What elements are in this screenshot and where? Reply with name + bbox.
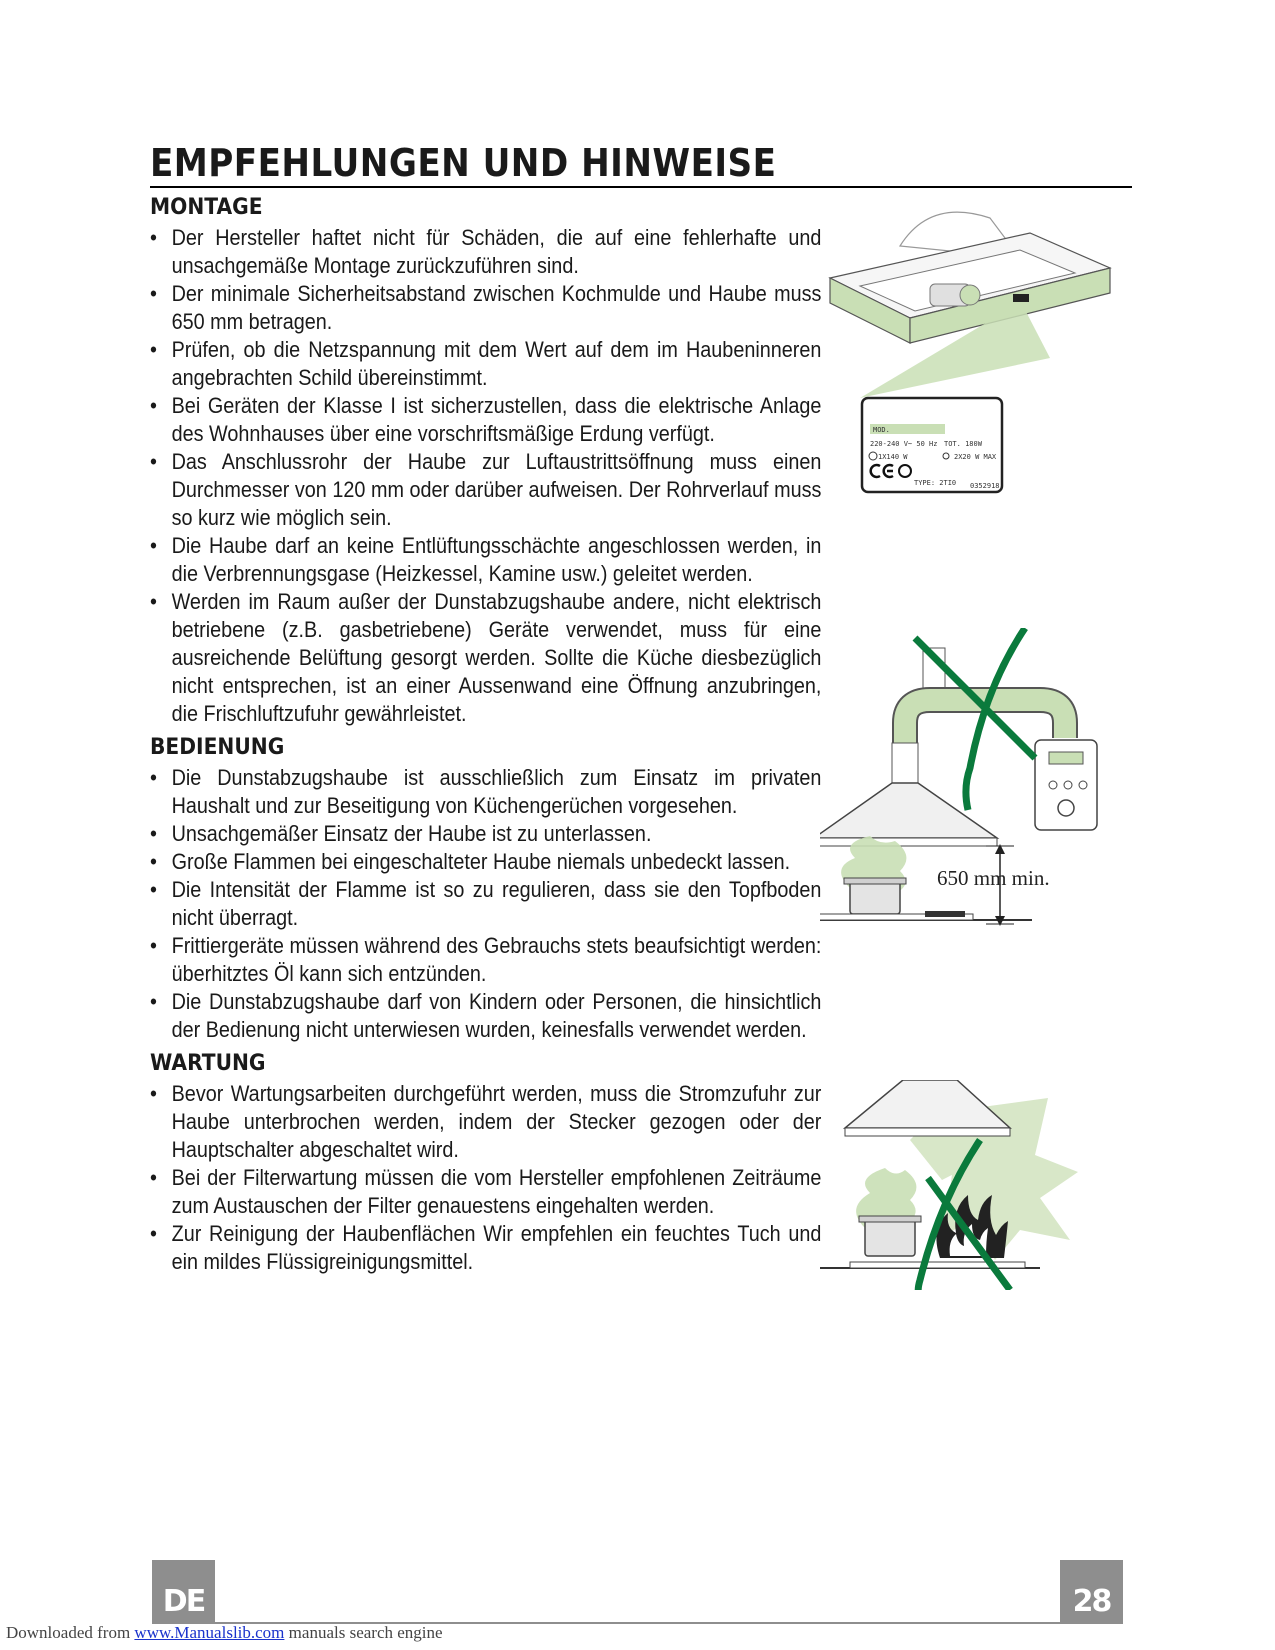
manualslib-link[interactable]: www.Manualslib.com xyxy=(134,1623,285,1642)
list-item: • Die Intensität der Flamme ist so zu regulieren, dass sie den Topfboden nicht überragt. xyxy=(150,876,821,932)
section-heading-wartung: WARTUNG xyxy=(150,1051,266,1076)
installation-distance-figure xyxy=(820,628,1120,948)
plate-type: TYPE: 2TI0 xyxy=(914,479,957,487)
footer-prefix: Downloaded from xyxy=(6,1623,135,1642)
language-badge: DE xyxy=(152,1560,215,1624)
footer-suffix: manuals search engine xyxy=(284,1623,443,1642)
list-item: • Unsachgemäßer Einsatz der Haube ist zu unterlassen. xyxy=(150,820,821,848)
list-item: • Große Flammen bei eingeschalteter Haube niemals unbedeckt lassen. xyxy=(150,848,821,876)
plate-model: MOD. xyxy=(873,426,890,434)
list-item: • Die Dunstabzugshaube ist ausschließlich zum Einsatz im privaten Haushalt und zur Beseitigung von Küchengerüchen vorgesehen. xyxy=(150,764,821,820)
content-column xyxy=(150,192,822,1280)
list-bedienung xyxy=(150,764,822,1044)
list-item: • Die Dunstabzugshaube darf von Kindern oder Personen, die hinsichtlich der Bedienung nicht unterwiesen wurden, keinesfalls verwendet werden. xyxy=(150,988,821,1044)
list-item: • Die Haube darf an keine Entlüftungsschächte angeschlossen werden, in die Verbrennungsgase (Heizkessel, Kamine usw.) geleitet werden. xyxy=(150,532,821,588)
page-number: 28 xyxy=(1060,1560,1123,1624)
list-item: • Bei der Filterwartung müssen die vom Hersteller empfohlenen Zeiträume zum Austauschen der Filter genauestens eingehalten werden. xyxy=(150,1164,821,1220)
section-heading-bedienung: BEDIENUNG xyxy=(150,735,285,760)
list-item: • Der Hersteller haftet nicht für Schäden, die auf eine fehlerhafte und unsachgemäße Montage zurückzuführen sind. xyxy=(150,224,821,280)
list-item: • Das Anschlussrohr der Haube zur Luftaustrittsöffnung muss einen Durchmesser von 120 mm oder darüber aufweisen. Der Rohrverlauf muss so kurz wie möglich sein. xyxy=(150,448,821,532)
list-item: • Bevor Wartungsarbeiten durchgeführt werden, muss die Stromzufuhr zur Haube unterbrochen werden, indem der Stecker gezogen oder der Hauptschalter abgeschaltet wird. xyxy=(150,1080,821,1164)
list-item: • Frittiergeräte müssen während des Gebrauchs stets beaufsichtigt werden: überhitztes Öl kann sich entzünden. xyxy=(150,932,821,988)
plate-motor: 1X140 W xyxy=(878,453,908,461)
distance-label: 650 mm min. xyxy=(937,866,1050,890)
list-item: • Bei Geräten der Klasse I ist sicherzustellen, dass die elektrische Anlage des Wohnhauses über eine vorschriftsmäßige Erdung verfügt. xyxy=(150,392,821,448)
plate-lamps: 2X20 W MAX xyxy=(954,453,997,461)
open-flame-warning-figure xyxy=(820,1080,1120,1290)
list-item: • Zur Reinigung der Haubenflächen Wir empfehlen ein feuchtes Tuch und ein mildes Flüssigreinigungsmittel. xyxy=(150,1220,821,1276)
plate-total: TOT. 180W xyxy=(944,440,982,448)
list-item: • Werden im Raum außer der Dunstabzugshaube andere, nicht elektrisch betriebene (z.B. gasbetriebene) Geräte verwendet, muss für eine ausreichende Belüftung gesorgt werden. Sollte die Küche diesbezüglich nicht entsprechen, ist an einer Aussenwand eine Öffnung anzubringen, die Frischluftzufuhr gewährleistet. xyxy=(150,588,821,728)
list-item: • Prüfen, ob die Netzspannung mit dem Wert auf dem im Haubeninneren angebrachten Schild übereinstimmt. xyxy=(150,336,821,392)
list-item: • Der minimale Sicherheitsabstand zwischen Kochmulde und Haube muss 650 mm betragen. xyxy=(150,280,821,336)
plate-voltage: 220-240 V~ 50 Hz xyxy=(870,440,938,448)
hood-rating-plate-figure xyxy=(820,198,1120,528)
title-divider xyxy=(150,186,1132,188)
list-wartung xyxy=(150,1080,822,1276)
download-footer xyxy=(6,1623,443,1643)
page-title: EMPFEHLUNGEN UND HINWEISE xyxy=(150,141,777,185)
plate-code: 0352918 xyxy=(970,482,1000,490)
list-montage xyxy=(150,224,822,728)
section-heading-montage: MONTAGE xyxy=(150,195,263,220)
